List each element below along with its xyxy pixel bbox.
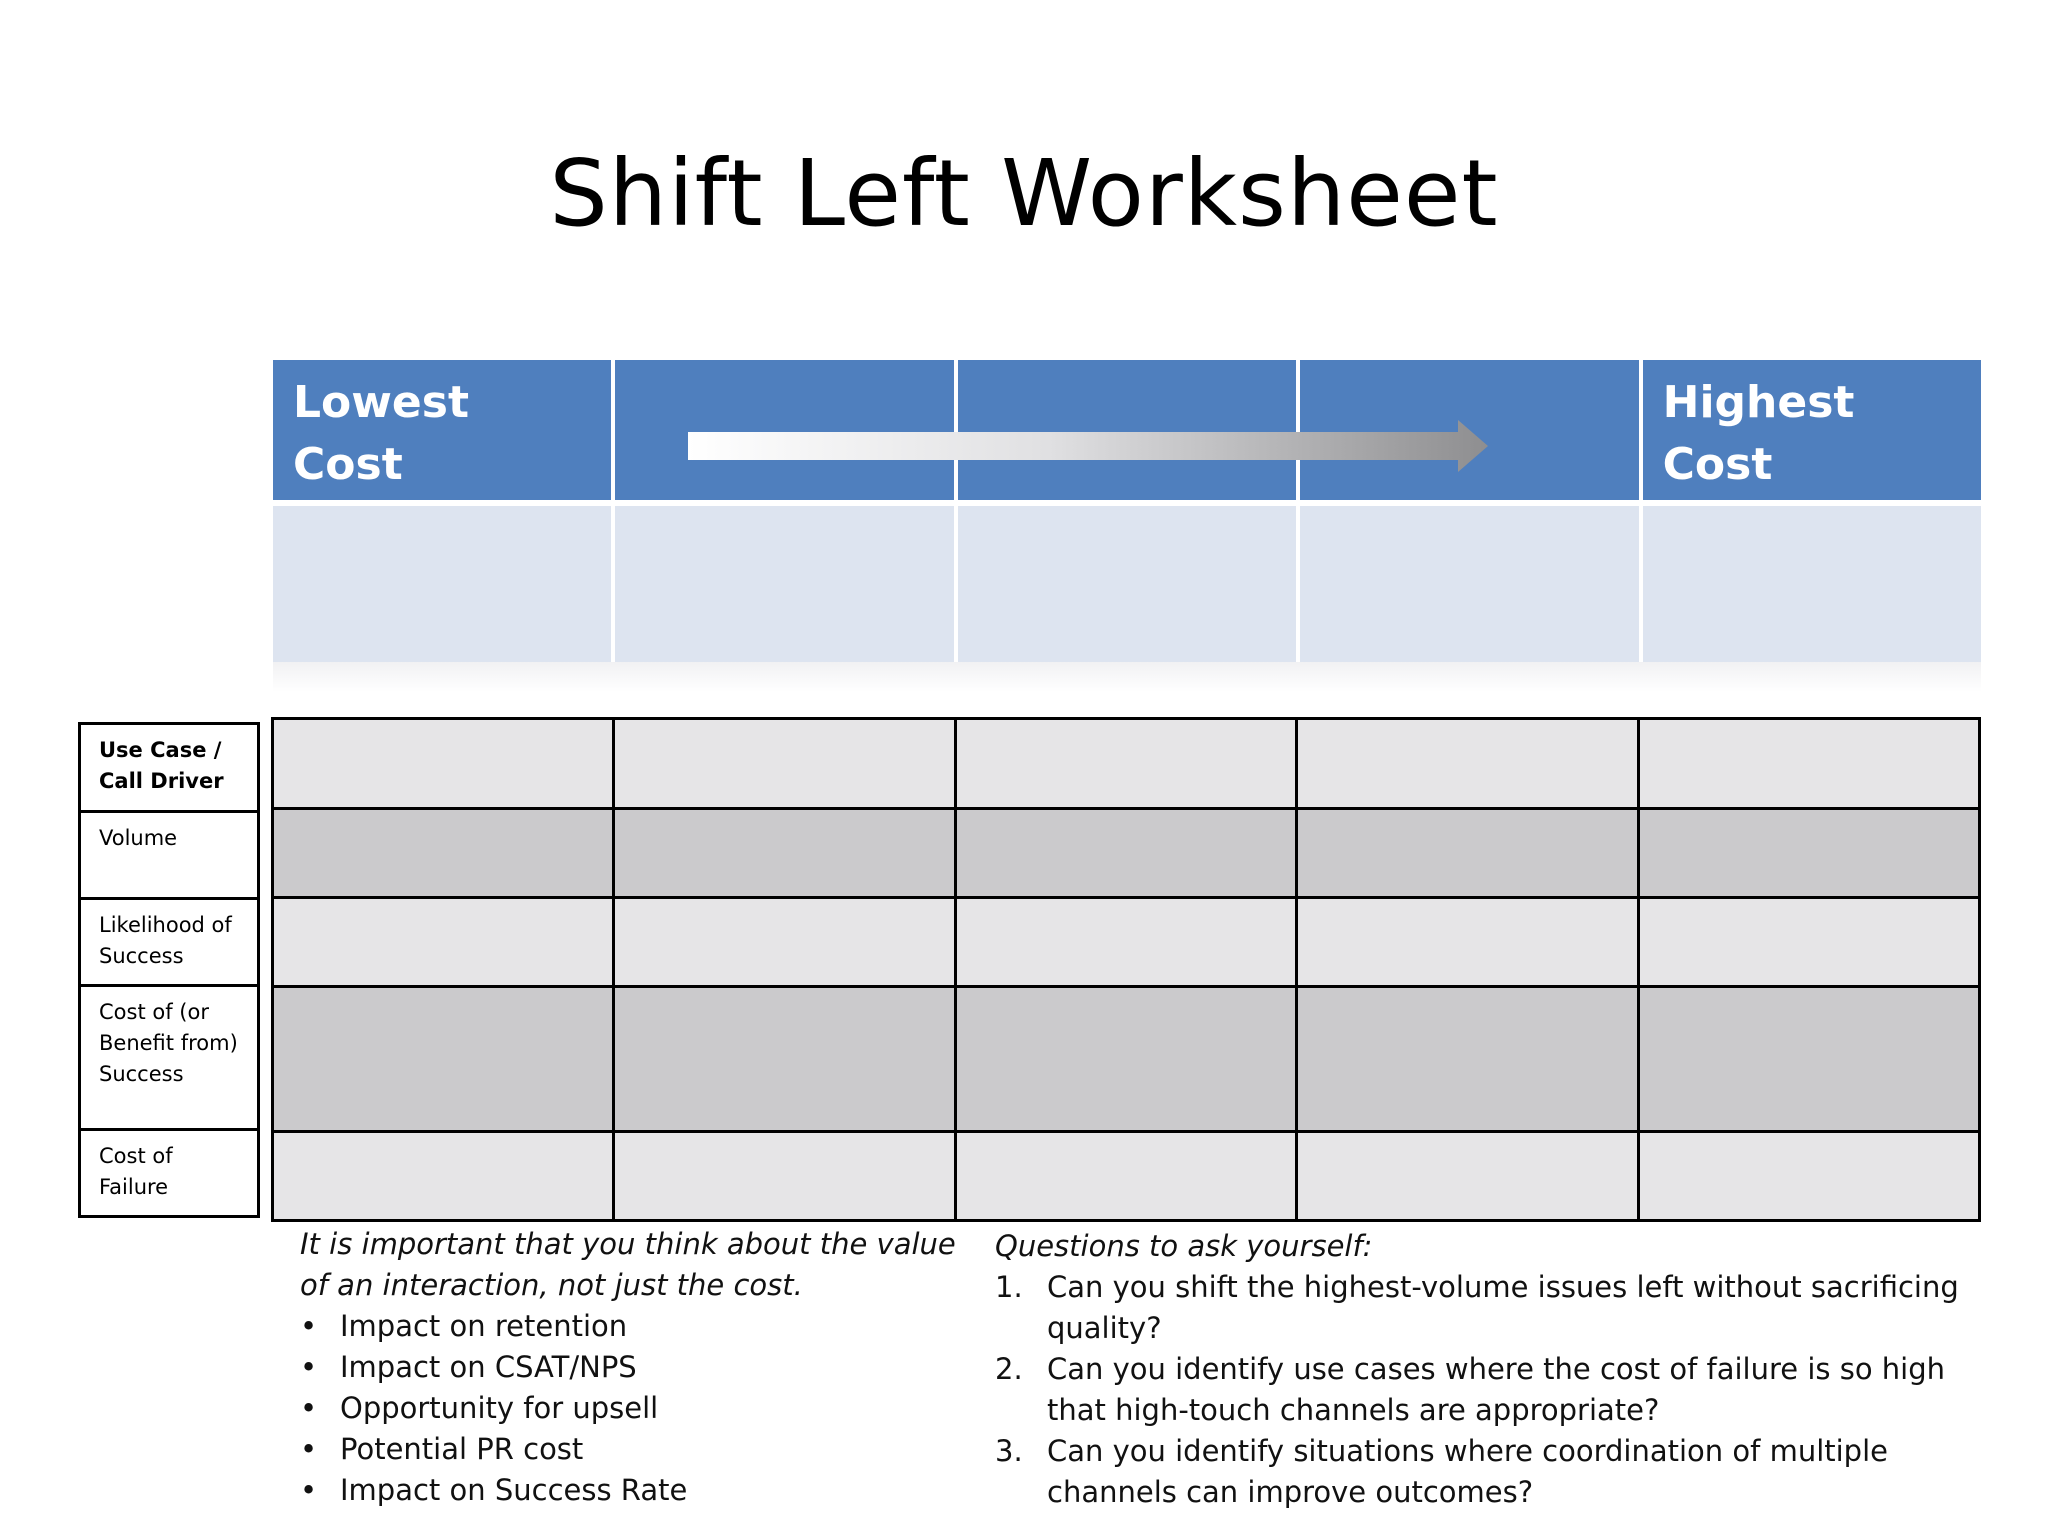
value-bullet-list [300, 1306, 960, 1511]
row-label-column [78, 722, 260, 1218]
value-note [300, 1224, 960, 1511]
channel-input-cell[interactable] [615, 506, 957, 662]
value-bullet: • Opportunity for upsell [300, 1388, 960, 1429]
row-label-likelihood: Likelihood of Success [81, 900, 257, 987]
grid-cell[interactable] [274, 899, 615, 985]
lowest-cost-channel-header: Lowest Cost [273, 360, 615, 500]
value-bullet: • Potential PR cost [300, 1429, 960, 1470]
question-item [995, 1267, 1995, 1349]
question-text: Can you identify use cases where the cost of failure is so high that high-touch channels are appropriate? [1047, 1352, 1946, 1427]
grid-row-volume [274, 810, 1978, 899]
grid-cell[interactable] [274, 988, 615, 1130]
grid-cell[interactable] [615, 720, 956, 807]
question-item [995, 1431, 1995, 1513]
cost-direction-arrow-icon [688, 416, 1488, 476]
worksheet-grid [271, 717, 1981, 1222]
page-title: Shift Left Worksheet [549, 140, 1499, 247]
grid-cell[interactable] [957, 899, 1298, 985]
question-text: Can you shift the highest-volume issues left without sacrificing quality? [1047, 1270, 1959, 1345]
grid-cell[interactable] [1640, 899, 1978, 985]
grid-cell[interactable] [1640, 720, 1978, 807]
grid-row-cost-of-success [274, 988, 1978, 1133]
grid-row-cost-of-failure [274, 1133, 1978, 1222]
value-bullet: • Impact on Success Rate [300, 1470, 960, 1511]
value-bullet: • Impact on CSAT/NPS [300, 1347, 960, 1388]
grid-cell[interactable] [1640, 1133, 1978, 1219]
grid-cell[interactable] [957, 810, 1298, 896]
row-label-cost-of-failure: Cost of Failure [81, 1131, 257, 1218]
grid-cell[interactable] [957, 988, 1298, 1130]
grid-cell[interactable] [615, 899, 956, 985]
grid-row-likelihood [274, 899, 1978, 988]
grid-cell[interactable] [1298, 1133, 1639, 1219]
channel-table-shadow [273, 662, 1981, 692]
channel-input-cell[interactable] [273, 506, 615, 662]
questions-section [995, 1226, 1995, 1513]
row-label-volume: Volume [81, 813, 257, 900]
grid-cell[interactable] [1640, 810, 1978, 896]
channel-input-cell[interactable] [1300, 506, 1642, 662]
row-label-cost-of-success: Cost of (or Benefit from) Success [81, 987, 257, 1131]
channel-input-cell[interactable] [1643, 506, 1981, 662]
question-number: 3. [995, 1434, 1023, 1468]
grid-cell[interactable] [1640, 988, 1978, 1130]
grid-cell[interactable] [615, 988, 956, 1130]
grid-cell[interactable] [274, 810, 615, 896]
questions-lead: Questions to ask yourself: [995, 1229, 1373, 1263]
questions-list [995, 1267, 1995, 1513]
grid-cell[interactable] [957, 720, 1298, 807]
value-note-lead: It is important that you think about the value of an interaction, not just the cost. [300, 1227, 956, 1302]
channel-input-cell[interactable] [958, 506, 1300, 662]
grid-cell[interactable] [1298, 988, 1639, 1130]
question-number: 1. [995, 1270, 1023, 1304]
question-item [995, 1349, 1995, 1431]
grid-cell[interactable] [957, 1133, 1298, 1219]
value-bullet: • Impact on retention [300, 1306, 960, 1347]
grid-cell[interactable] [274, 1133, 615, 1219]
channel-input-row [273, 506, 1981, 662]
grid-cell[interactable] [1298, 899, 1639, 985]
grid-row-use-case [274, 720, 1978, 810]
grid-cell[interactable] [274, 720, 615, 807]
question-number: 2. [995, 1352, 1023, 1386]
question-text: Can you identify situations where coordination of multiple channels can improve outcomes? [1047, 1434, 1888, 1509]
grid-cell[interactable] [1298, 810, 1639, 896]
highest-cost-channel-header: Highest Cost [1643, 360, 1981, 500]
row-label-use-case: Use Case / Call Driver [81, 725, 257, 813]
grid-cell[interactable] [615, 810, 956, 896]
grid-cell[interactable] [615, 1133, 956, 1219]
grid-cell[interactable] [1298, 720, 1639, 807]
